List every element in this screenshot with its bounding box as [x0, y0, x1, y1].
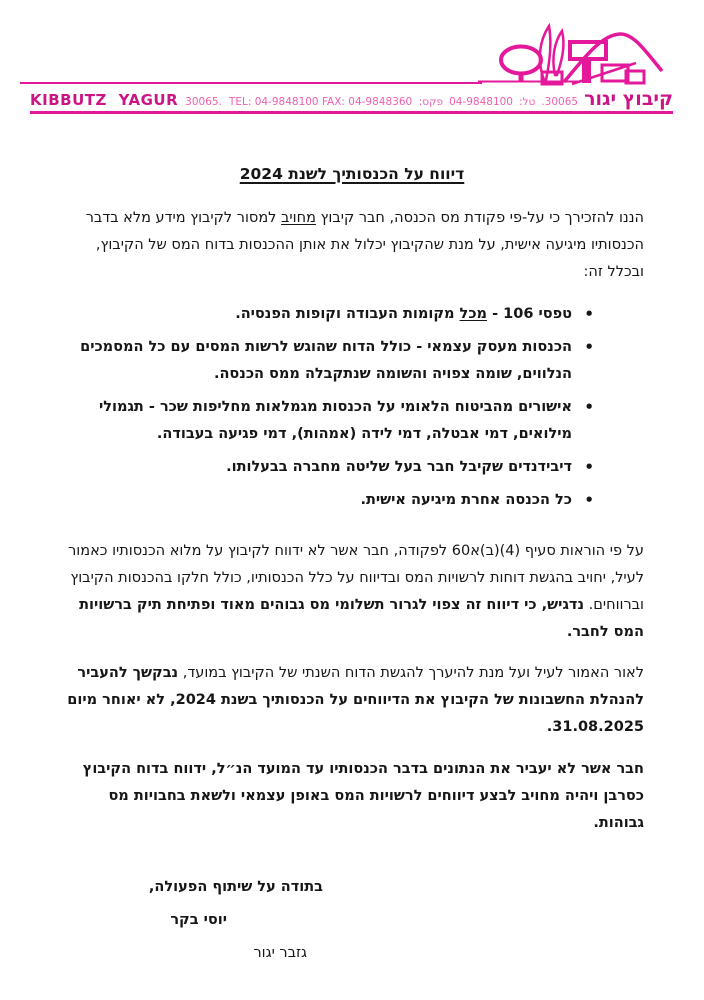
fax-label-hebrew: פקס:: [418, 96, 444, 108]
list-item-other-income: • כל הכנסה אחרת מיגיעה אישית.: [60, 487, 596, 514]
header-rule-top: [20, 82, 482, 84]
phone-fax-english: TEL: 04-9848100 FAX: 04-9848360: [228, 96, 413, 108]
zip-code-hebrew: 30065.: [541, 96, 579, 108]
list-item-national-insurance: • אישורים מהביטוח הלאומי על הכנסות מגמלאות מחליפות שכר - תגמולי מילואים, דמי אבטלה, דמי לידה (אמהות), דמי פגיעה בעבודה.: [60, 394, 596, 448]
deadline-emphasis: נבקשך להעביר להנהלת החשבונות של הקיבוץ את הדיווחים על הכנסותיך בשנת 2024, לא יאוחר מיום 31.08.2025.: [67, 665, 644, 735]
legal-text-cont: לפקודה, חבר אשר לא ידווח לקיבוץ על מלוא הכנסותיו כאמור לעיל, יחויב בהגשת דוחות לרשויות המס ובדיווח על כלל הכנסותיו, כולל חלקו בהכנסות הקיבוץ וברווחים.: [68, 542, 644, 613]
legal-emphasis: נדגיש, כי דיווח זה צפוי לגרור תשלומי מס גבוהים מאוד ופתיחת תיק ברשויות המס לחבר.: [79, 596, 644, 640]
signature-name: יוסי בקר: [170, 911, 227, 928]
tel-label-hebrew: טל:: [519, 96, 536, 108]
paragraph-legal: [60, 538, 644, 646]
paragraph-intro: [60, 205, 644, 286]
letter-title: דיווח על הכנסותיך לשנת 2024: [239, 165, 465, 183]
signature-role: גזבר יגור: [253, 944, 307, 961]
paragraph-warning: חבר אשר לא יעביר את הנתונים בדבר הכנסותיו עד המועד הנ״ל, ידווח בדוח הקיבוץ כסרבן ויהיה מחויב לבצע דיווחים לרשויות המס באופן עצמאי ולשאת בחבויות מס גבוהות.: [82, 760, 644, 831]
header-rule-bottom: [30, 111, 673, 114]
obligated-underlined: מחויב: [281, 210, 316, 226]
phone-number-hebrew: 04-9848100: [449, 96, 513, 108]
letter-body: [60, 161, 644, 970]
paragraph-request: [60, 660, 644, 741]
letterhead: [0, 0, 704, 114]
kibbutz-name-hebrew: קיבוץ יגור: [584, 88, 673, 110]
kibbutz-yagur-logo: [478, 23, 668, 87]
letterhead-english: [30, 91, 412, 109]
letterhead-contact-row: [30, 88, 673, 110]
list-item-dividends: • דיבידנדים שקיבל חבר בעל שליטה מחברה בבעלותו.: [60, 454, 596, 481]
section-reference: 60א(ב)(4): [451, 542, 521, 559]
signature-block: [60, 871, 644, 970]
list-item-self-employed: • הכנסות מעסק עצמאי - כולל הדוח שהוגש לרשות המסים עם כל המסמכים הנלווים, שומה צפויה והשומה שנתקבלה ממס הכנסה.: [60, 334, 596, 388]
legal-text: על פי הוראות סעיף: [520, 542, 644, 559]
list-item-form-106: • טפסי 106 - מכל מקומות העבודה וקופות הפנסיה.: [60, 301, 596, 328]
kibbutz-name-english: KIBBUTZ YAGUR: [30, 91, 179, 109]
zip-code-english: 30065.: [185, 96, 222, 108]
intro-text: הננו להזכירך כי על-פי פקודת מס הכנסה, חבר קיבוץ: [315, 210, 644, 226]
income-types-list: [60, 301, 596, 514]
intro-text-cont: למסור לקיבוץ מידע מלא בדבר הכנסותיו מיגיעה אישית, על מנת שהקיבוץ יכלול את אותן ההכנסות בדוח המס של הקיבוץ, ובכלל זה:: [85, 210, 644, 280]
tree-icon: [501, 47, 541, 83]
signature-thanks: בתודה על שיתוף הפעולה,: [148, 878, 323, 895]
letterhead-hebrew: [419, 88, 673, 110]
request-text: לאור האמור לעיל ועל מנת להיערך להגשת הדוח השנתי של הקיבוץ במועד,: [178, 665, 644, 681]
